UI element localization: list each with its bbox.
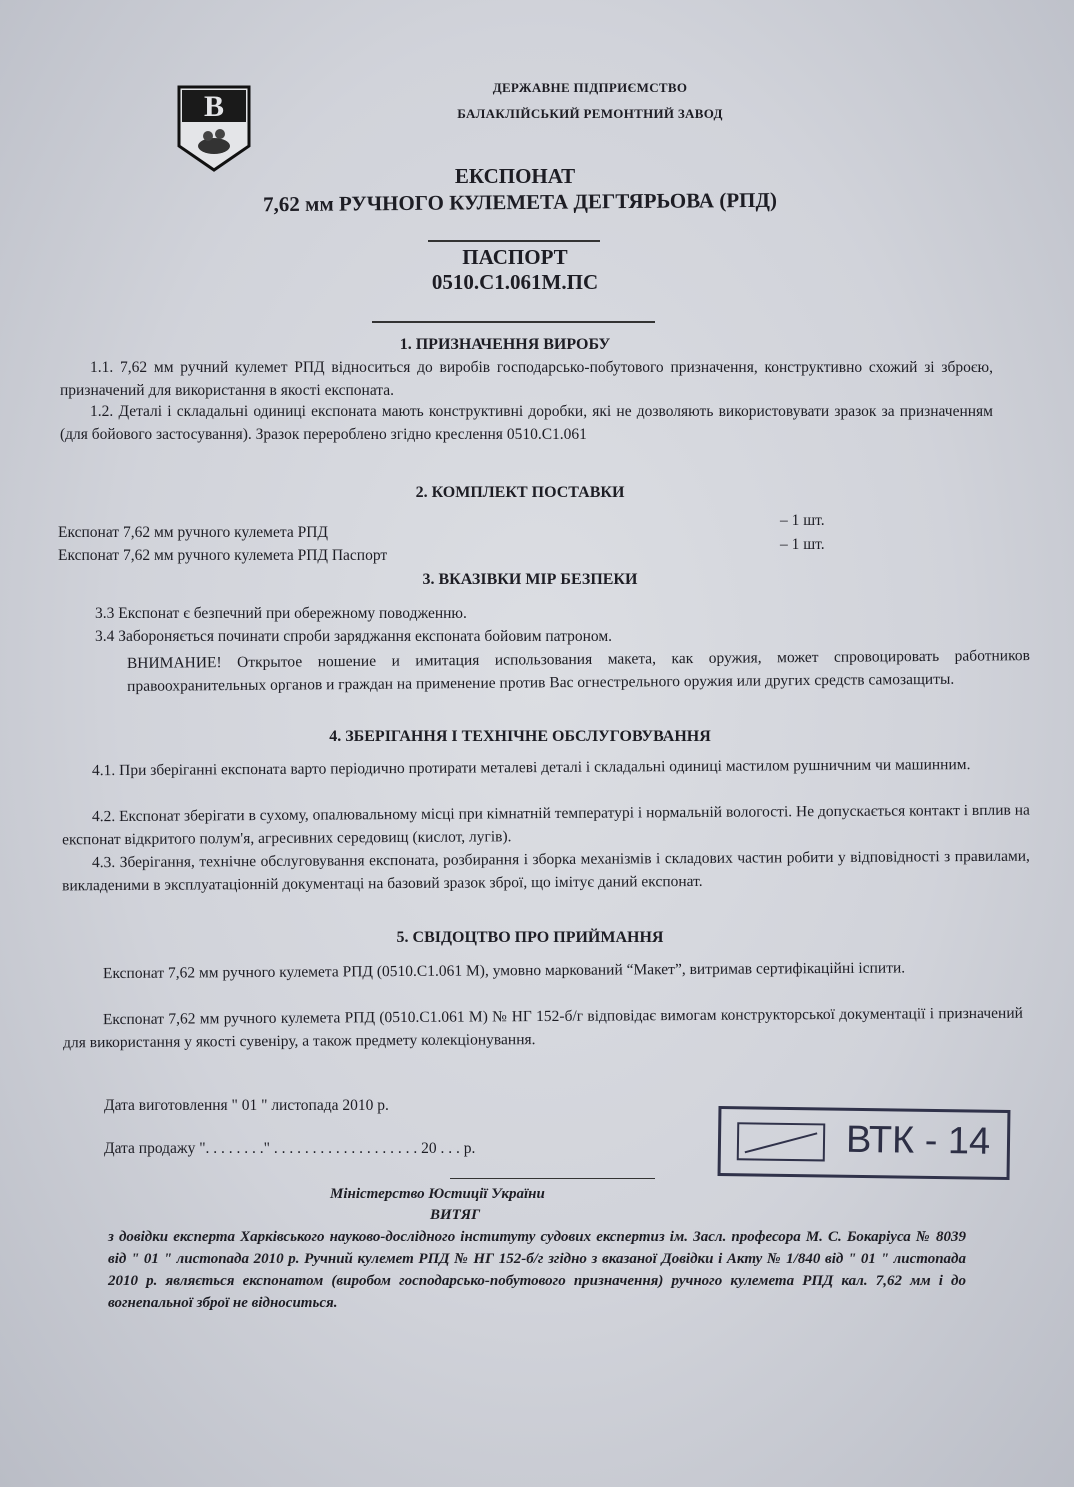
kit-item-name: Експонат 7,62 мм ручного кулемета РПД [58,524,328,541]
divider [428,240,600,242]
section-5-para-1: Експонат 7,62 мм ручного кулемета РПД (0510.С1.061 М), умовно маркований “Макет”, витримав сертифікаційні іспити. [102,959,906,983]
kit-item-qty: – 1 шт. [780,512,825,529]
section-4-para-2: 4.2. Експонат зберігати в сухому, опалювальному місці при кімнатній температурі і нормальній вологості. Не допускається контакт і вплив на експонат відкритого полум'я, агресивних середовищ (кислот, лугів). [62,801,1030,848]
section-1-para-1: 1.1. 7,62 мм ручний кулемет РПД відноситься до виробів господарсько-побутового призначення, конструктивно схожий зі зброєю, призначений для використання в якості експоната. [60,359,993,399]
section-4-title: 4. ЗБЕРІГАННЯ І ТЕХНІЧНЕ ОБСЛУГОВУВАННЯ [329,728,711,745]
company-logo [176,84,252,172]
svg-text:B: B [203,90,225,123]
section-1-title: 1. ПРИЗНАЧЕННЯ ВИРОБУ [399,336,611,353]
section-3-title: 3. ВКАЗІВКИ МІР БЕЗПЕКИ [422,571,638,588]
stamp-text: ВТК - 14 [845,1118,991,1163]
warning-text: ВНИМАНИЕ! Открытое ношение и имитация использования макета, как оружия, может спровоцировать работников правоохранительных органов и граждан на применение против Вас огнестрельного оружия или других средств самозащиты. [126,647,1030,695]
section-1-para-2: 1.2. Деталі і складальні одиниці експоната мають конструктивні доробки, які не дозволяють використовувати зразок за призначенням (для бойового застосування). Зразок перероблено згідно креслення 0510.С1.061 [60,403,993,443]
section-5-title: 5. СВІДОЦТВО ПРО ПРИЙМАННЯ [396,929,664,946]
passport-label: ПАСПОРТ [462,245,568,269]
section-4-para-1: 4.1. При зберіганні експоната варто періодично протирати металеві деталі і складальні одиниці мастилом рушничним чи машинним. [91,756,971,780]
otk-stamp [718,1106,1011,1180]
sale-date: Дата продажу ". . . . . . . ." . . . . . . . . . . . . . . . . . . . 20 . . . р. [104,1140,476,1157]
org-line-2: БАЛАКЛІЙСЬКИЙ РЕМОНТНИЙ ЗАВОД [457,106,723,121]
section-5-para-2: Експонат 7,62 мм ручного кулемета РПД (0510.С1.061 М) № НГ 152-б/г відповідає вимогам конструкторської документації і призначений для використання у якості сувеніру, а також предмету колекціонування. [63,1004,1023,1051]
section-4-para-3: 4.3. Зберігання, технічне обслуговування експоната, розбирання і зборка механізмів і складових частин робити у відповідності з правилами, викладеними в эксплуатаціонній документаці на базовий зразок зброї, що імітує даний експонат. [62,847,1030,894]
extract-body: з довідки експерта Харківського науково-дослідного інституту судових експертиз ім. Засл. професора М. С. Бокаріуса № 8039 від " 01 " листопада 2010 р. Ручний кулемет РПД № НГ 152-б/г згідно з вказаної Довідки і Акту № 1/840 від " 01 " листопада 2010 р. являється експонатом (виробом господарсько-побутового призначення) ручного кулемета РПД кал. 7,62 мм і до вогнепальної зброї не відноситься. [108,1229,966,1311]
manufacture-date: Дата виготовлення " 01 " листопада 2010 р. [104,1097,389,1114]
doc-code: 0510.С1.061М.ПС [431,270,599,294]
doc-subtitle: 7,62 мм РУЧНОГО КУЛЕМЕТА ДЕГТЯРЬОВА (РПД) [262,187,777,217]
kit-item-qty: – 1 шт. [780,536,825,553]
stamp-box [737,1122,826,1161]
kit-item-name: Експонат 7,62 мм ручного кулемета РПД Паспорт [58,547,388,564]
extract-title: ВИТЯГ [430,1207,481,1223]
section-3-para-2: 3.4 Забороняється починати спроби заряджання експоната бойовим патроном. [95,628,613,645]
doc-title: ЕКСПОНАТ [454,164,576,188]
org-line-1: ДЕРЖАВНЕ ПІДПРИЄМСТВО [492,80,688,95]
ministry-name: Міністерство Юстиції України [330,1186,545,1202]
divider [450,1178,655,1179]
section-3-para-1: 3.3 Експонат є безпечний при обережному поводженню. [95,605,467,622]
section-2-title: 2. КОМПЛЕКТ ПОСТАВКИ [415,484,625,501]
divider [372,321,655,323]
